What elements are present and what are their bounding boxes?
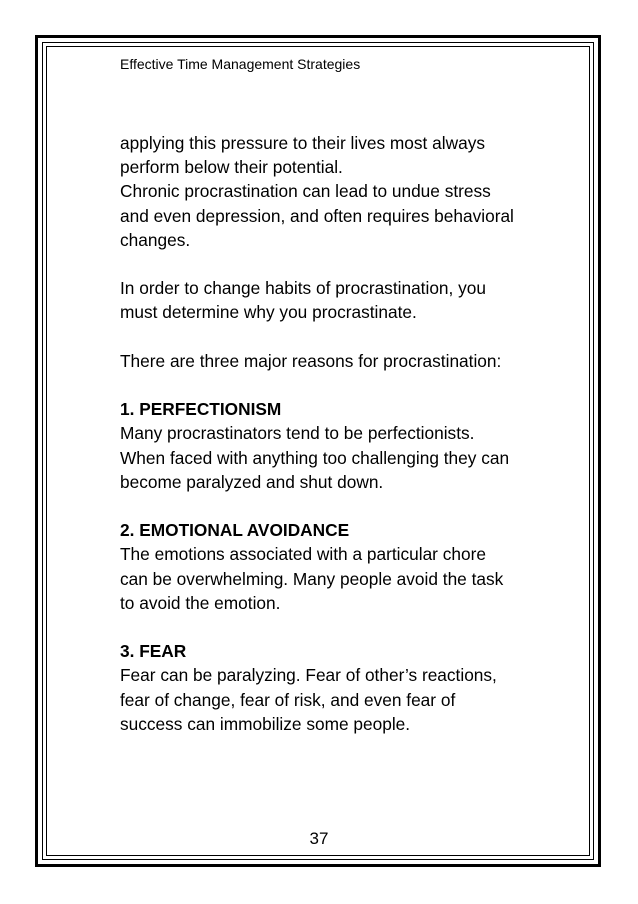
body-line: applying this pressure to their lives most always [120,133,485,153]
paragraph-gap [120,373,560,397]
page-number: 37 [309,829,329,848]
body-line: The emotions associated with a particular chore [120,544,486,565]
paragraph-gap [120,325,560,349]
body-line: Many procrastinators tend to be perfectionists. [120,423,475,444]
body-line: become paralyzed and shut down. [120,471,384,492]
body-line: success can immobilize some people. [120,713,411,734]
body-line: In order to change habits of procrastination, you [120,278,487,299]
body-line: Fear can be paralyzing. Fear of other’s reactions, [120,665,497,686]
reasons-intro: There are three major reasons for procrastination: [120,350,502,371]
paragraph-gap [120,252,560,276]
body-line: changes. [120,229,191,250]
running-header: Effective Time Management Strategies [120,56,361,72]
body-line: fear of change, fear of risk, and even fear of [120,689,456,710]
body-line: can be overwhelming. Many people avoid the task [120,568,504,589]
page-content [120,131,560,736]
paragraph-gap [120,494,560,518]
paragraph-gap [120,615,560,639]
body-line: and even depression, and often requires behavioral [120,205,514,226]
section-heading-emotional-avoidance: 2. EMOTIONAL AVOIDANCE [120,520,350,541]
body-line: Chronic procrastination can lead to undue stress [120,181,491,202]
body-line: perform below their potential. [120,157,343,178]
section-heading-fear: 3. FEAR [120,641,187,662]
section-heading-perfectionism: 1. PERFECTIONISM [120,399,282,420]
body-line: to avoid the emotion. [120,592,281,613]
body-line: must determine why you procrastinate. [120,302,417,323]
body-line: When faced with anything too challenging they can [120,447,510,468]
